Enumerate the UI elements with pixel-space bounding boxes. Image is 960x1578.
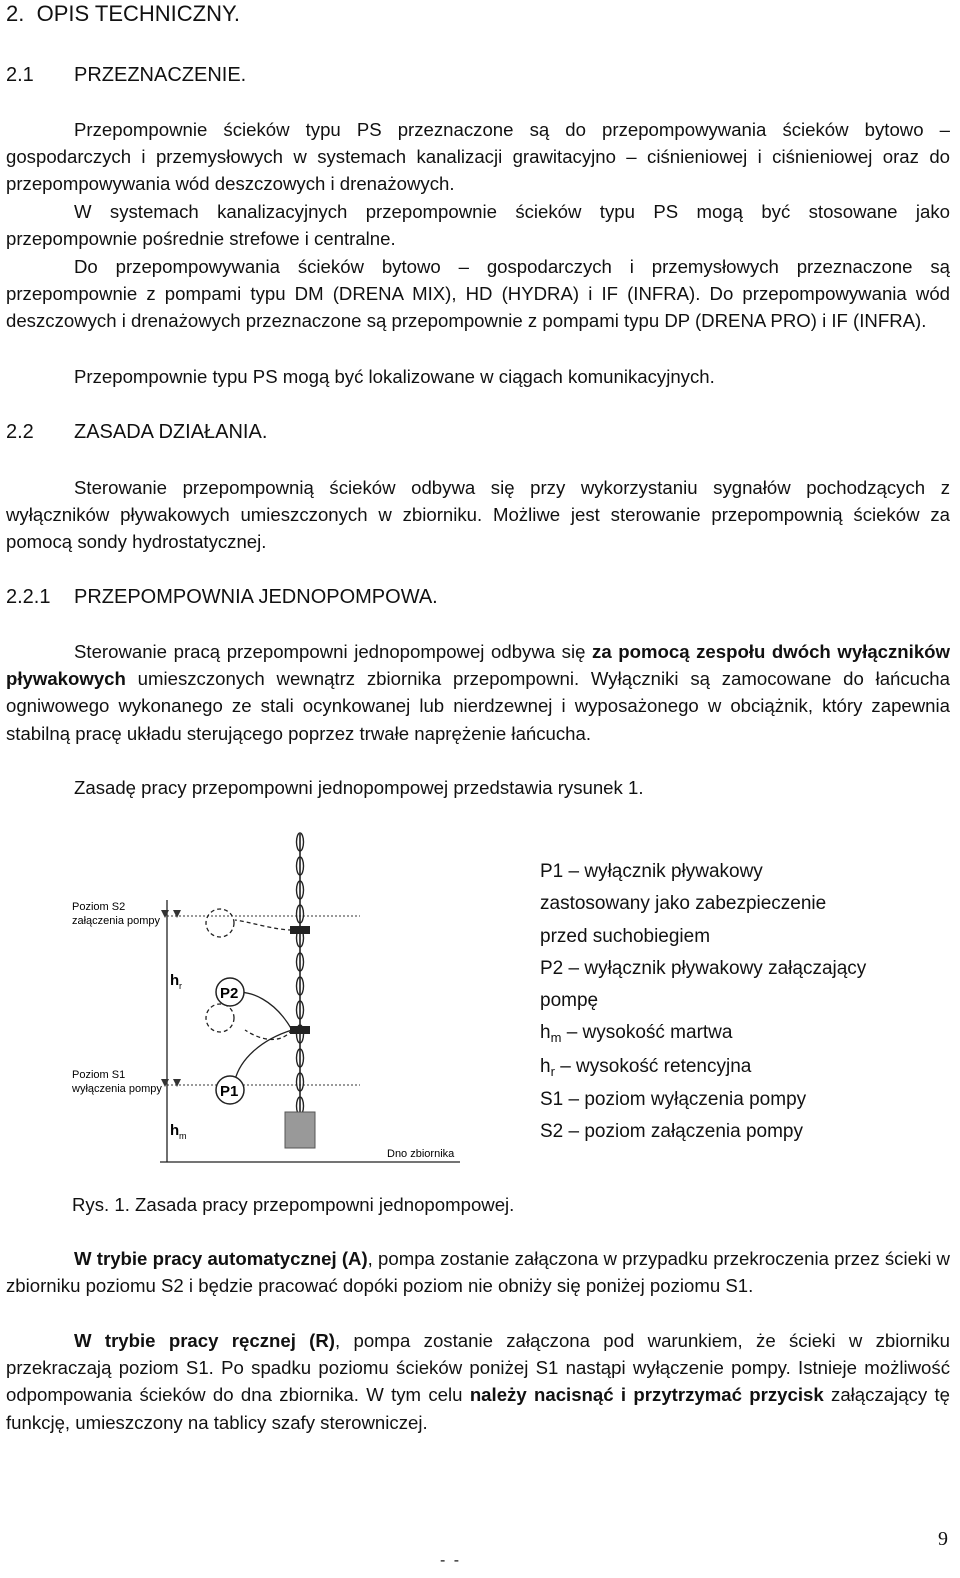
legend-subscript: m: [550, 1030, 562, 1046]
clamp-upper: [290, 926, 310, 934]
section-heading: [6, 0, 240, 28]
float-switch-diagram: [60, 830, 480, 1170]
legend-item: pompę: [540, 990, 599, 1012]
paragraph-text: , pompa zostanie załączona w przypadku przekroczenia przez ścieki w zbiorniku poziomu S2 i będzie pracować dopóki poziom nie obniży się poniżej poziomu S1.: [6, 1248, 950, 1297]
legend-symbol: h: [540, 1055, 551, 1077]
hm-label-sub: m: [179, 1131, 187, 1141]
arrow-icon: [161, 910, 169, 918]
legend-item: [540, 1017, 866, 1050]
figure-caption: Rys. 1. Zasada pracy przepompowni jednopompowej.: [72, 1194, 515, 1215]
legend-item: P1 – wyłącznik pływakowy: [540, 861, 763, 882]
paragraph-text: Przepompownie typu PS mogą być lokalizowane w ciągach komunikacyjnych.: [74, 366, 715, 387]
paragraph-single-pump: [6, 638, 950, 747]
paragraph-purpose-3: [6, 253, 950, 335]
figure-legend: [540, 856, 866, 1149]
paragraph-auto-mode: [6, 1245, 950, 1299]
arrow-icon: [173, 910, 181, 918]
paragraph-text: załączający tę funkcję, umieszczony na tablicy szafy sterowniczej.: [6, 1384, 950, 1433]
paragraph-bold-text: za pomocą zespołu dwóch wyłączników pływakowych: [6, 641, 950, 690]
paragraph-text: Zasadę pracy przepompowni jednopompowej przedstawia rysunek 1.: [74, 777, 644, 798]
heading-title: PRZEZNACZENIE.: [74, 64, 247, 86]
paragraph-purpose-2: [6, 198, 950, 252]
clamp-lower: [290, 1026, 310, 1034]
paragraph-manual-mode: [6, 1327, 950, 1436]
paragraph-text: , pompa zostanie załączona pod warunkiem, że ścieki w zbiorniku przekraczają poziom S1. Po spadku poziomu ścieków poniżej S1 nastąpi wyłączenie pompy. Istnieje możliwość odpompowania ścieków do dna zbiornika. W tym celu: [6, 1330, 950, 1406]
float-p2-upper-dashed: [206, 909, 234, 937]
legend-subscript: r: [550, 1063, 555, 1079]
tank-bottom-label: Dno zbiornika: [387, 1148, 455, 1160]
legend-item: S2 – poziom załączenia pompy: [540, 1121, 803, 1143]
paragraph-principle: [6, 474, 950, 556]
hm-label-main: h: [170, 1122, 180, 1139]
paragraph-text: Sterowanie pracą przepompowni jednopompowej odbywa się: [74, 641, 593, 662]
cable-p2-upper-dashed: [235, 920, 292, 930]
hr-label-main: h: [170, 972, 180, 989]
paragraph-text: umieszczonych wewnątrz zbiornika przepompowni. Wyłączniki są zamocowane do łańcucha ogniwowego wykonanego ze stali ocynkowanej lub nierdzewnej i wyposażonego w obciążnik, który zapewnia stabilną pracę układu sterującego poprzez trwałe naprężenie łańcucha.: [6, 668, 950, 744]
paragraph-purpose-4: [6, 363, 950, 390]
section-title: OPIS TECHNICZNY.: [36, 1, 240, 26]
paragraph-bold-text: W trybie pracy automatycznej (A): [74, 1248, 368, 1269]
heading-title: ZASADA DZIAŁANIA.: [74, 421, 268, 443]
cable-p1: [235, 1030, 292, 1080]
paragraph-figure-ref: [6, 774, 950, 801]
legend-item: P2 – wyłącznik pływakowy załączający: [540, 957, 867, 979]
legend-item: zastosowany jako zabezpieczenie: [540, 893, 827, 915]
legend-text: – wysokość martwa: [561, 1022, 733, 1044]
legend-item: [540, 1051, 866, 1084]
heading-number: 2.1: [6, 64, 34, 86]
paragraph-bold-text: należy nacisnąć i przytrzymać przycisk: [469, 1384, 824, 1406]
page-number: 9: [938, 1528, 948, 1550]
heading-2-1: [6, 62, 246, 88]
arrow-icon: [173, 1079, 181, 1087]
paragraph-purpose-1: [6, 116, 950, 198]
weight-block: [285, 1112, 315, 1148]
legend-text: – wysokość retencyjna: [554, 1055, 752, 1077]
heading-title: PRZEPOMPOWNIA JEDNOPOMPOWA.: [74, 586, 438, 608]
heading-number: 2.2: [6, 421, 34, 443]
legend-symbol: h: [540, 1022, 551, 1044]
paragraph-text: Sterowanie przepompownią ścieków odbywa się przy wykorzystaniu sygnałów pochodzących z wyłączników pływakowych umieszczonych w zbiorniku. Możliwe jest sterowanie przepompownią ścieków za pomocą sondy hydrostatycznej.: [6, 477, 950, 553]
float-p2-label: P2: [220, 985, 239, 1002]
level-s1-label-line2: wyłączenia pompy: [72, 1083, 162, 1095]
float-p2-lower-dashed: [206, 1004, 234, 1032]
footer-dashes: - -: [440, 1552, 462, 1569]
arrow-icon: [161, 1079, 169, 1087]
cable-p2: [235, 992, 292, 1030]
cable-p2-dashed: [245, 1030, 292, 1039]
heading-2-2: [6, 419, 267, 445]
paragraph-text: W systemach kanalizacyjnych przepompownie ścieków typu PS mogą być stosowane jako przepompownie pośrednie strefowe i centralne.: [6, 201, 950, 250]
paragraph-text: Do przepompowywania ścieków bytowo – gospodarczych i przemysłowych przeznaczone są przepompownie z pompami typu DM (DRENA MIX), HD (HYDRA) i IF (INFRA). Do przepompowywania wód deszczowych i drenażowych przeznaczone są przepompownie z pompami typu DP (DRENA PRO) i IF (INFRA).: [6, 256, 950, 332]
heading-2-2-1: [6, 584, 438, 610]
level-s2-label-line1: Poziom S2: [72, 901, 126, 913]
section-number: 2.: [6, 1, 25, 26]
legend-item: przed suchobiegiem: [540, 925, 711, 947]
level-s2-label-line2: załączenia pompy: [72, 915, 161, 927]
heading-number: 2.2.1: [6, 586, 51, 608]
level-s1-label-line1: Poziom S1: [72, 1069, 126, 1081]
float-p1-label: P1: [220, 1083, 239, 1100]
paragraph-bold-text: W trybie pracy ręcznej (R): [74, 1330, 335, 1351]
paragraph-text: Przepompownie ścieków typu PS przeznaczone są do przepompowywania ścieków bytowo – gospodarczych i przemysłowych w systemach kanalizacji grawitacyjno – ciśnieniowej i ciśnieniowej oraz do przepompowywania wód deszczowych i drenażowych.: [6, 119, 950, 195]
hr-label-sub: r: [179, 981, 182, 991]
legend-item: S1 – poziom wyłączenia pompy: [540, 1089, 807, 1111]
